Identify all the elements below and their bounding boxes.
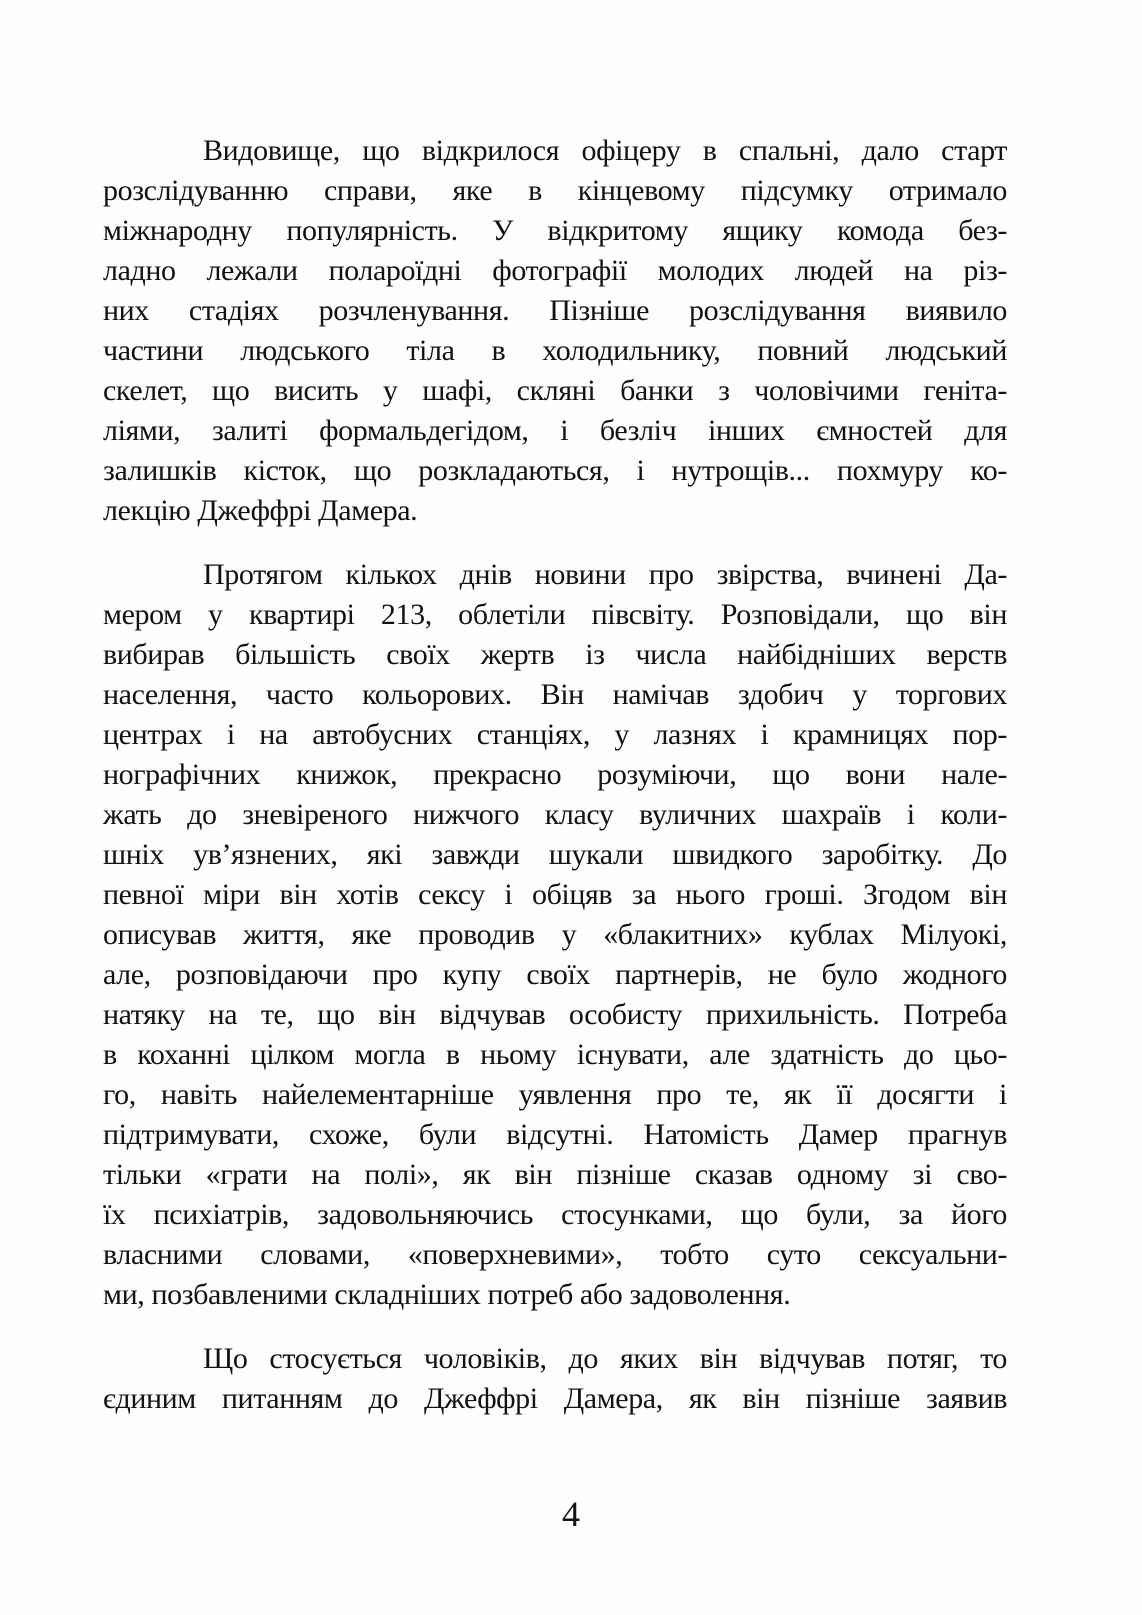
- paragraph-2: [103, 555, 1007, 1315]
- text-line: скелет, що висить у шафі, скляні банки з чоловічими геніта-: [103, 374, 1007, 407]
- text-line: населення, часто кольорових. Він намічав здобич у торгових: [103, 678, 1007, 711]
- text-line: жать до зневіреного нижчого класу вуличних шахраїв і коли-: [103, 798, 1007, 831]
- text-line: Протягом кількох днів новини про звірства, вчинені Да-: [203, 558, 1007, 591]
- text-line: певної міри він хотів сексу і обіцяв за нього гроші. Згодом він: [103, 878, 1007, 911]
- text-line: вибирав більшість своїх жертв із числа найбідніших верств: [103, 638, 1007, 671]
- text-line: го, навіть найелементарніше уявлення про те, як її досягти і: [103, 1078, 1007, 1111]
- text-line: їх психіатрів, задовольняючись стосунками, що були, за його: [103, 1198, 1007, 1231]
- text-line: шніх ув’язнених, які завжди шукали швидкого заробітку. До: [103, 838, 1007, 871]
- text-line: описував життя, яке проводив у «блакитних» кублах Мілуокі,: [103, 918, 1007, 951]
- text-line: залишків кісток, що розкладаються, і нутрощів... похмуру ко-: [103, 454, 1007, 487]
- text-line: єдиним питанням до Джеффрі Дамера, як він пізніше заявив: [103, 1382, 1007, 1415]
- text-line: них стадіях розчленування. Пізніше розслідування виявило: [103, 294, 1007, 327]
- text-line: Що стосується чоловіків, до яких він відчував потяг, то: [203, 1342, 1007, 1375]
- text-line: частини людського тіла в холодильнику, повний людський: [103, 334, 1007, 367]
- text-line: в коханні цілком могла в ньому існувати, але здатність до цьо-: [103, 1038, 1007, 1071]
- text-line: ми, позбавленими складніших потреб або задоволення.: [103, 1278, 791, 1311]
- paragraph-1: [103, 131, 1007, 531]
- text-line: мером у квартирі 213, облетіли півсвіту. Розповідали, що він: [103, 598, 1007, 631]
- text-line: але, розповідаючи про купу своїх партнерів, не було жодного: [103, 958, 1007, 991]
- text-line: нографічних книжок, прекрасно розуміючи, що вони нале-: [103, 758, 1007, 791]
- text-line: власними словами, «поверхневими», тобто суто сексуальни-: [103, 1238, 1007, 1271]
- text-line: натяку на те, що він відчував особисту прихильність. Потреба: [103, 998, 1007, 1031]
- text-line: ладно лежали полароїдні фотографії молодих людей на різ-: [103, 254, 1007, 287]
- body-text: [103, 131, 1007, 1419]
- text-line: розслідуванню справи, яке в кінцевому підсумку отримало: [103, 174, 1007, 207]
- text-line: міжнародну популярність. У відкритому ящику комода без-: [103, 214, 1007, 247]
- text-line: ліями, залиті формальдегідом, і безліч інших ємностей для: [103, 414, 1007, 447]
- text-line: підтримувати, схоже, були відсутні. Натомість Дамер прагнув: [103, 1118, 1007, 1151]
- page-number: 4: [562, 1494, 580, 1534]
- paragraph-3: [103, 1339, 1007, 1419]
- text-line: лекцію Джеффрі Дамера.: [103, 494, 418, 527]
- text-line: Видовище, що відкрилося офіцеру в спальні, дало старт: [203, 134, 1007, 167]
- text-line: центрах і на автобусних станціях, у лазнях і крамницях пор-: [103, 718, 1007, 751]
- text-line: тільки «грати на полі», як він пізніше сказав одному зі сво-: [103, 1158, 1007, 1191]
